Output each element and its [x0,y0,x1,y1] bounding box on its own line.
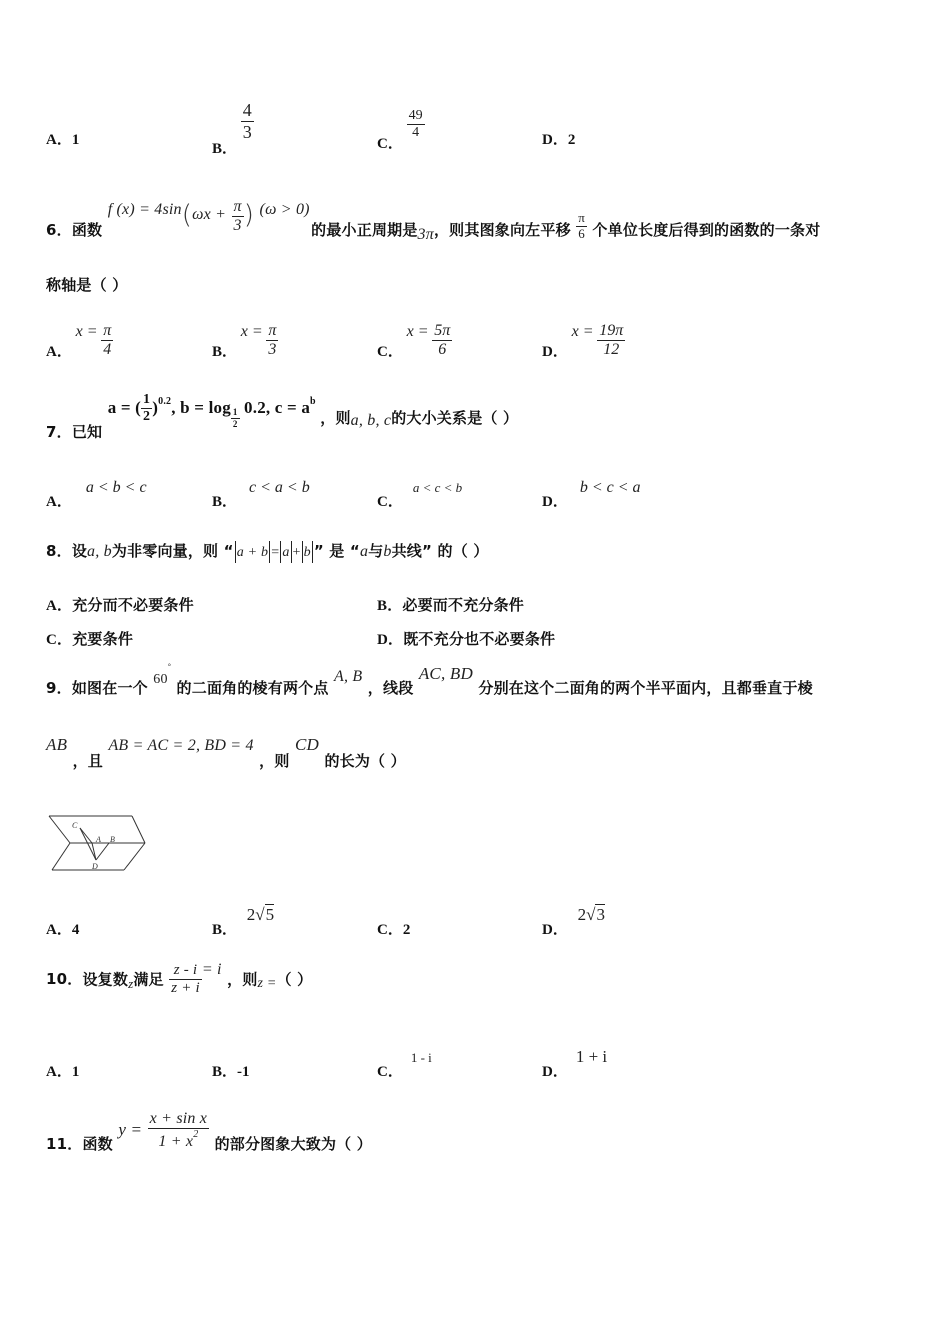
q10-option-d[interactable]: D．1 + i [542,1047,608,1080]
question-7: 7．已知 a = ( $\frac{1}{2}$ )$^{0.2}$, b = log $\frac{1}{2}$ 0.2, $c = a^b$ ，则a, b, c的大小关系是（ ） [46,392,519,441]
abs-bar [291,541,292,563]
abs-bar [235,541,236,563]
q5-c-numerator: 49 [407,108,425,125]
fig-label-c: C [72,821,78,830]
q5-b-numerator: 4 [242,100,252,120]
q10-option-c[interactable]: C．1 - i [377,1050,432,1080]
q9-option-a[interactable]: A．4 [46,922,80,938]
q5-c-denominator: 4 [412,125,420,141]
fig-label-a: A [96,835,101,844]
q7-option-c[interactable]: C．a < c < b [377,480,463,510]
fig-label-d: D [92,862,98,871]
q8-option-c[interactable]: C．充要条件 [46,630,134,648]
q8-option-d[interactable]: D．既不充分也不必要条件 [377,630,556,648]
q5-b-denominator: 3 [242,121,252,142]
q9-option-c[interactable]: C．2 [377,922,411,938]
q5-option-c[interactable]: C． $\frac{49}{4}$ [377,108,423,153]
question-10: 10．设复数z满足 $\frac{z - i}{z + i}$ = i ，则z =（ ） [46,961,313,997]
q9-option-d[interactable]: D． 2√3 [542,905,605,938]
q6-option-d[interactable]: D． x = $\frac{19\pi}{12}$ [542,322,624,361]
q10-option-b[interactable]: B．-1 [212,1064,250,1080]
question-9: 9．如图在一个 60° 的二面角的棱有两个点 A, B ，线段 AC, BD 分别在这个二面角的两个半平面内，且都垂直于棱 [46,662,813,697]
abs-bar [302,541,303,563]
question-11: 11．函数 y = $\frac{\text{x + sin x}}{1 + x^2}$ 的部分图象大致为（ ） [46,1110,372,1154]
q5-option-d[interactable]: D．2 [542,132,576,148]
q9-option-b[interactable]: B． 2√5 [212,905,275,938]
q5-option-a[interactable]: A．1 [46,132,80,148]
question-6: 6．函数 f (x) = 4sin(ωx + $\frac{\pi}{3}$ ) (ω > 0) 的最小正周期是3π，则其图象向左平移 $\frac{\pi}{6}$ 个单位长度后得到的函数的一条对 [46,198,821,244]
q6-option-a[interactable]: A． x = $\frac{\pi}{4}$ [46,322,112,361]
question-8: 8．设a, b为非零向量，则 “ a + b = a + b ” 是 “a与b共线” 的（ ） [46,540,489,563]
q7-option-b[interactable]: B．c < a < b [212,479,310,510]
fig-label-b: B [110,835,115,844]
dihedral-angle-figure [44,812,150,876]
q8-option-b[interactable]: B．必要而不充分条件 [377,596,525,614]
q7-option-a[interactable]: A．a < b < c [46,479,147,510]
q6-option-c[interactable]: C． x = $\frac{5\pi}{6}$ [377,322,451,361]
q6-option-b[interactable]: B． x = $\frac{\pi}{3}$ [212,322,277,361]
question-6-line2: 称轴是（ ） [46,276,128,294]
q8-option-a[interactable]: A．充分而不必要条件 [46,596,194,614]
question-9-line2: AB ，且 AB = AC = 2, BD = 4 ，则 CD 的长为（ ） [46,735,406,770]
q5-option-b[interactable]: B． $\frac{4}{3}$ [212,100,252,157]
abs-bar [312,541,313,563]
q10-option-a[interactable]: A．1 [46,1064,80,1080]
q7-option-d[interactable]: D．b < c < a [542,479,641,510]
